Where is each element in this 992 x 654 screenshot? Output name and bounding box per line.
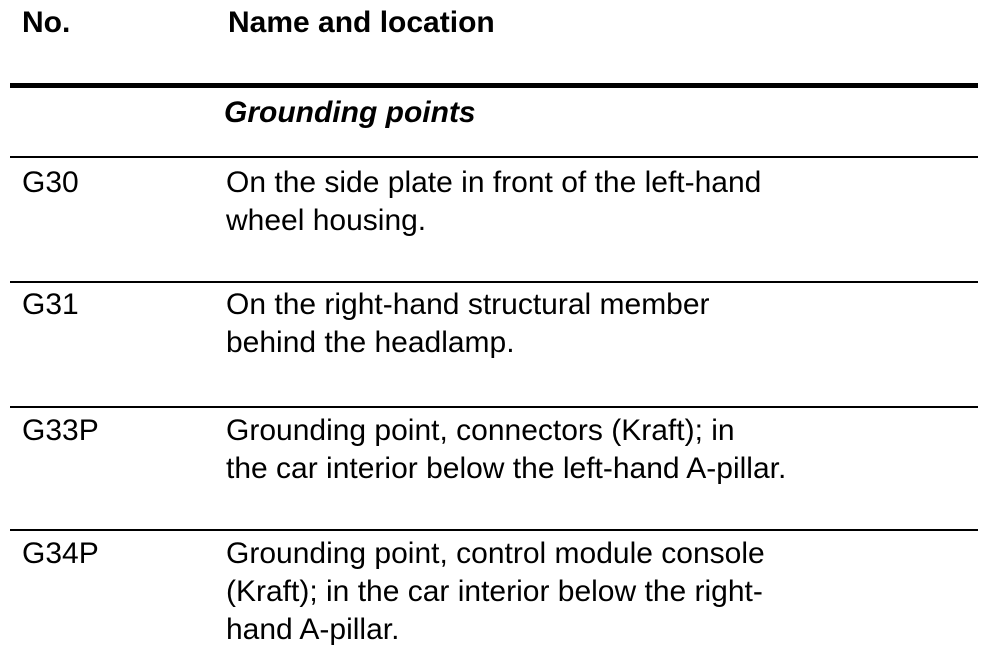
header-name-location: Name and location bbox=[228, 6, 495, 39]
row-number: G34P bbox=[22, 537, 99, 570]
row-divider bbox=[10, 281, 978, 283]
row-description bbox=[226, 412, 786, 488]
header-no: No. bbox=[22, 6, 71, 39]
description-line: (Kraft); in the car interior below the right- bbox=[226, 575, 763, 608]
description-line: behind the headlamp. bbox=[226, 326, 515, 359]
description-line: Grounding point, control module console bbox=[226, 537, 765, 570]
row-description bbox=[226, 164, 761, 240]
header-rule bbox=[10, 83, 978, 88]
description-line: On the right-hand structural member bbox=[226, 288, 710, 321]
description-line: wheel housing. bbox=[226, 204, 427, 237]
section-title: Grounding points bbox=[224, 96, 476, 129]
row-divider bbox=[10, 529, 978, 531]
description-line: hand A-pillar. bbox=[226, 613, 400, 646]
row-divider bbox=[10, 156, 978, 158]
row-number: G31 bbox=[22, 288, 79, 321]
row-description bbox=[226, 286, 710, 362]
description-line: the car interior below the left-hand A-pillar. bbox=[226, 452, 787, 485]
row-number: G30 bbox=[22, 166, 79, 199]
row-number: G33P bbox=[22, 414, 99, 447]
description-line: Grounding point, connectors (Kraft); in bbox=[226, 414, 735, 447]
row-description bbox=[226, 535, 765, 649]
description-line: On the side plate in front of the left-hand bbox=[226, 166, 762, 199]
row-divider bbox=[10, 406, 978, 408]
